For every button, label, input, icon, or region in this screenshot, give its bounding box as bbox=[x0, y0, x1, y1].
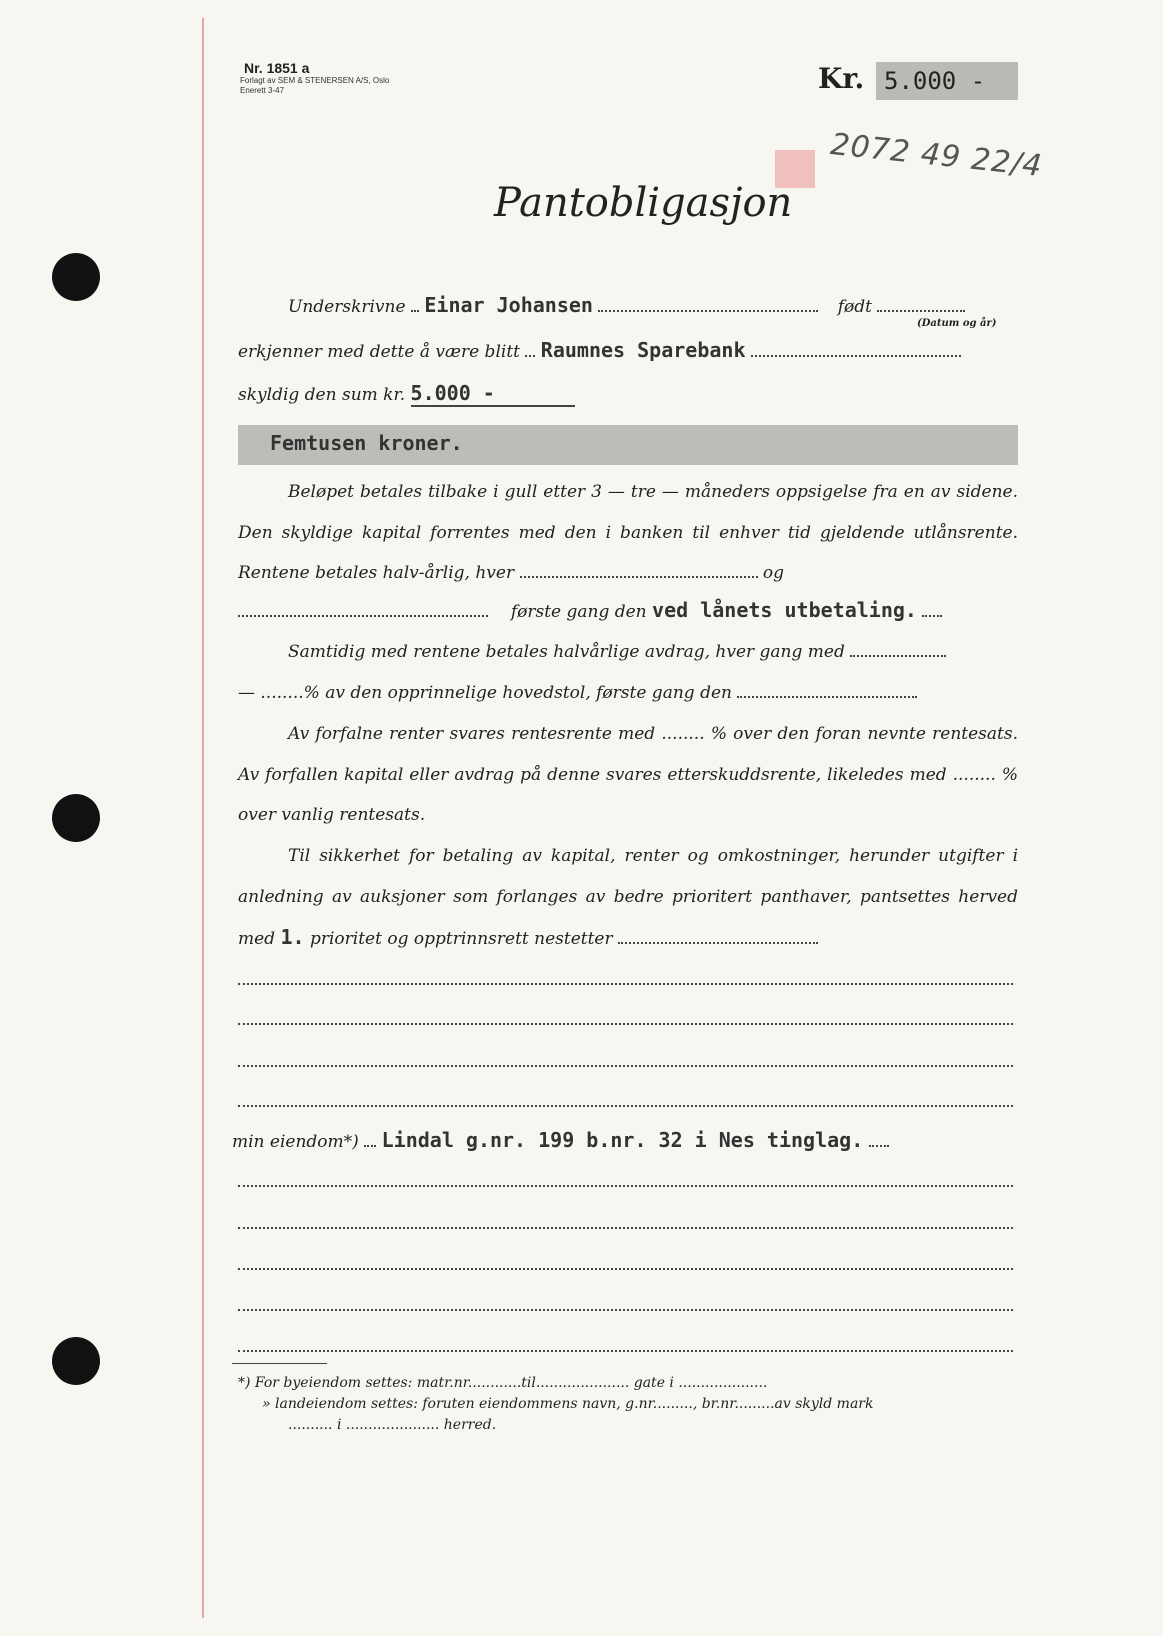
document-title: Pantobligasjon bbox=[494, 180, 793, 226]
p1-og: og bbox=[762, 563, 785, 584]
blank-row bbox=[238, 1309, 1013, 1311]
printer-info bbox=[240, 60, 389, 96]
p3-text: Av forfalne renter svares rentesrente med ........ % over den foran nevnte rentesats. Av forfallen kapital eller avdrag på denne svares etterskuddsrente, likeledes med ........ % over vanlig rentesats. bbox=[238, 724, 1018, 826]
underskrivne-row bbox=[238, 290, 1018, 320]
avdrag-row bbox=[238, 637, 1018, 667]
p2-text-b: — ........% av den opprinnelige hovedstol, første gang den bbox=[238, 683, 732, 703]
p4-typed: 1. bbox=[280, 925, 305, 950]
p1-forste: første gang den bbox=[510, 602, 647, 622]
datum-note: (Datum og år) bbox=[917, 318, 997, 329]
paragraph-security bbox=[238, 836, 1018, 960]
footnote-line1: *) For byeiendom settes: matr.nr............til..................... gate i .................... bbox=[238, 1375, 768, 1391]
amount-in-words-field bbox=[238, 425, 1018, 465]
margin-line bbox=[202, 18, 204, 1618]
printer-line1: Forlagt av SEM & STENERSEN A/S, Oslo bbox=[240, 76, 390, 85]
blank-row bbox=[238, 1185, 1013, 1187]
first-interest-row bbox=[238, 595, 1018, 625]
erkjenner-label: erkjenner med dette å være blitt bbox=[238, 342, 520, 362]
blank-row bbox=[238, 983, 1013, 985]
form-number: Nr. 1851 a bbox=[244, 60, 310, 76]
erkjenner-row bbox=[238, 335, 1018, 365]
hovedstol-row bbox=[238, 678, 1018, 708]
skyldig-row bbox=[238, 378, 1018, 408]
printer-line2: Enerett 3-47 bbox=[240, 86, 285, 95]
blank-row bbox=[238, 1105, 1013, 1107]
footnote-rule bbox=[232, 1363, 327, 1364]
blank-row bbox=[238, 1268, 1013, 1270]
punch-hole bbox=[52, 794, 100, 842]
blank-row bbox=[238, 1227, 1013, 1229]
footnote-line2: » landeiendom settes: foruten eiendommens navn, g.nr........., br.nr.........av skyld mark bbox=[262, 1396, 874, 1412]
paragraph-repayment bbox=[238, 472, 1018, 594]
eiendom-row bbox=[232, 1125, 1012, 1155]
skyldig-label: skyldig den sum kr. bbox=[238, 385, 406, 405]
p1-text: Beløpet betales tilbake i gull etter 3 — tre — måneders oppsigelse fra en av sidene. Den skyldige kapital forrentes med den i banken til enhver tid gjeldende utlånsrente. Rentene betales halv-årlig, hver bbox=[238, 482, 1018, 584]
underskrivne-label: Underskrivne bbox=[288, 297, 406, 317]
eiendom-label: min eiendom*) bbox=[232, 1132, 359, 1152]
footnote-line3: .......... i ..................... herred. bbox=[288, 1417, 497, 1433]
p1-typed: ved lånets utbetaling. bbox=[652, 598, 917, 622]
punch-hole bbox=[52, 253, 100, 301]
blank-row bbox=[238, 1065, 1013, 1067]
creditor-value: Raumnes Sparebank bbox=[540, 338, 746, 362]
paragraph-rentesrente bbox=[238, 714, 1018, 836]
kr-label: Kr. bbox=[818, 62, 865, 95]
blank-row bbox=[238, 1350, 1013, 1352]
p4-text-b: prioritet og opptrinnsrett nestetter bbox=[309, 929, 613, 950]
amount-words: Femtusen kroner. bbox=[270, 431, 463, 455]
sum-value: 5.000 - bbox=[411, 381, 575, 407]
kr-amount: 5.000 - bbox=[876, 62, 1018, 100]
handwritten-reference: 2072 49 22/4 bbox=[828, 126, 1045, 185]
underskrivne-value: Einar Johansen bbox=[424, 293, 593, 317]
fodt-label: født bbox=[837, 297, 873, 317]
p2-text-a: Samtidig med rentene betales halvårlige avdrag, hver gang med bbox=[288, 642, 845, 662]
blank-row bbox=[238, 1023, 1013, 1025]
p4-text-a: Til sikkerhet for betaling av kapital, renter og omkostninger, herunder utgifter i anledning av auksjoner som forlanges av bedre prioritert panthaver, pantsettes herved med bbox=[238, 846, 1018, 950]
eiendom-value: Lindal g.nr. 199 b.nr. 32 i Nes tinglag. bbox=[381, 1128, 864, 1152]
punch-hole bbox=[52, 1337, 100, 1385]
